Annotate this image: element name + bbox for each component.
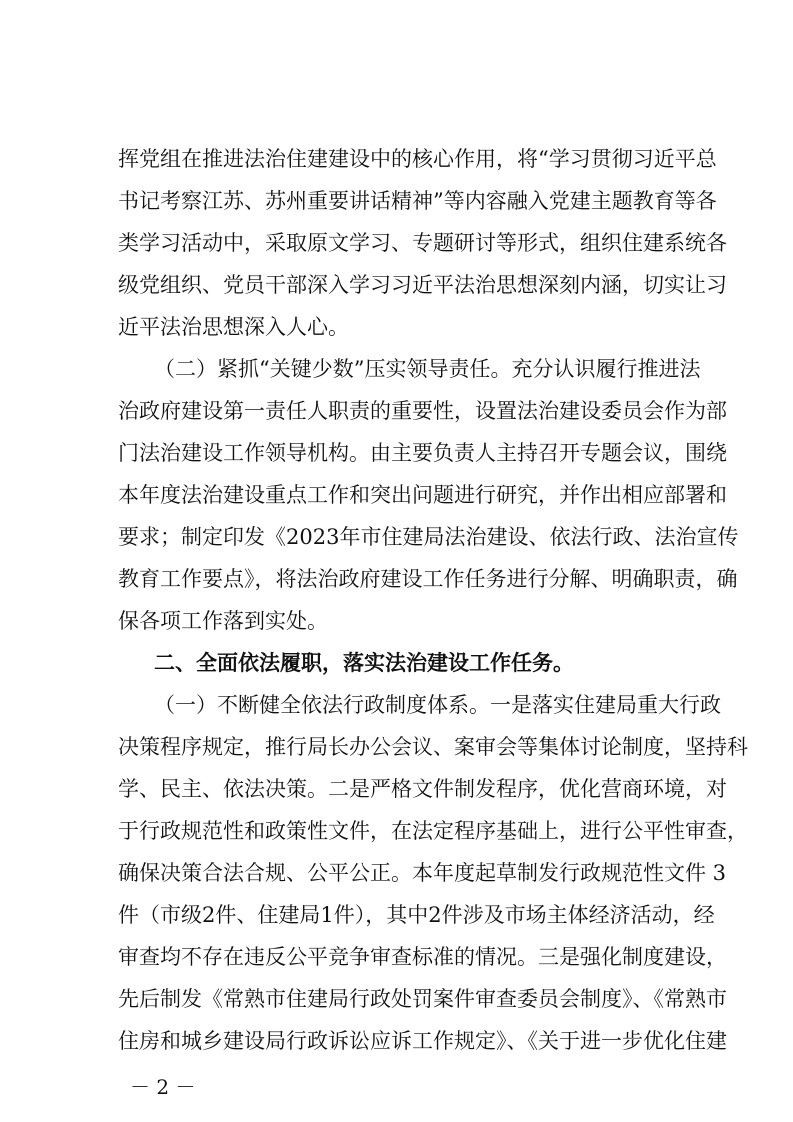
- section-heading-2: 二、全面依法履职，落实法治建设工作任务。: [154, 651, 574, 675]
- body-line-4: 级党组织、党员干部深入学习习近平法治思想深刻内涵，切实让习: [118, 273, 727, 297]
- body-line-7: 治政府建设第一责任人职责的重要性，设置法治建设委员会作为部: [118, 399, 727, 423]
- body-line-22: 住房和城乡建设局行政诉讼应诉工作规定》、《关于进一步优化住建: [118, 1029, 727, 1053]
- body-line-19: 件（市级2件、住建局1件），其中2件涉及市场主体经济活动，经: [118, 903, 715, 927]
- body-line-1: 挥党组在推进法治住建建设中的核心作用，将“学习贯彻习近平总: [118, 147, 717, 171]
- body-line-9: 本年度法治建设重点工作和突出问题进行研究，并作出相应部署和: [118, 483, 727, 507]
- body-line-12: 保各项工作落到实处。: [118, 609, 328, 633]
- body-line-17: 于行政规范性和政策性文件，在法定程序基础上，进行公平性审查，: [118, 819, 748, 843]
- subheading-line-1: （一）不断健全依法行政制度体系。一是落实住建局重大行政: [154, 693, 721, 717]
- page-number: － 2 －: [130, 1075, 196, 1099]
- body-line-10: 要求；制定印发《2023年市住建局法治建设、依法行政、法治宣传: [118, 525, 739, 549]
- body-line-3: 类学习活动中，采取原文学习、专题研讨等形式，组织住建系统各: [118, 231, 727, 255]
- body-line-5: 近平法治思想深入人心。: [118, 315, 349, 339]
- subheading-line-2: （二）紧抓“关键少数”压实领导责任。充分认识履行推进法: [154, 357, 701, 381]
- body-line-16: 学、民主、依法决策。二是严格文件制发程序，优化营商环境，对: [118, 777, 727, 801]
- body-line-20: 审查均不存在违反公平竞争审查标准的情况。三是强化制度建设，: [118, 945, 727, 969]
- body-line-2: 书记考察江苏、苏州重要讲话精神”等内容融入党建主题教育等各: [118, 189, 717, 213]
- body-line-21: 先后制发《常熟市住建局行政处罚案件审查委员会制度》、《常熟市: [118, 987, 727, 1011]
- body-line-11: 教育工作要点》，将法治政府建设工作任务进行分解、明确职责，确: [118, 567, 738, 591]
- body-line-15: 决策程序规定，推行局长办公会议、案审会等集体讨论制度，坚持科: [118, 735, 748, 759]
- body-line-8: 门法治建设工作领导机构。由主要负责人主持召开专题会议，围绕: [118, 441, 727, 465]
- body-line-18: 确保决策合法合规、公平公正。本年度起草制发行政规范性文件 3: [118, 861, 727, 885]
